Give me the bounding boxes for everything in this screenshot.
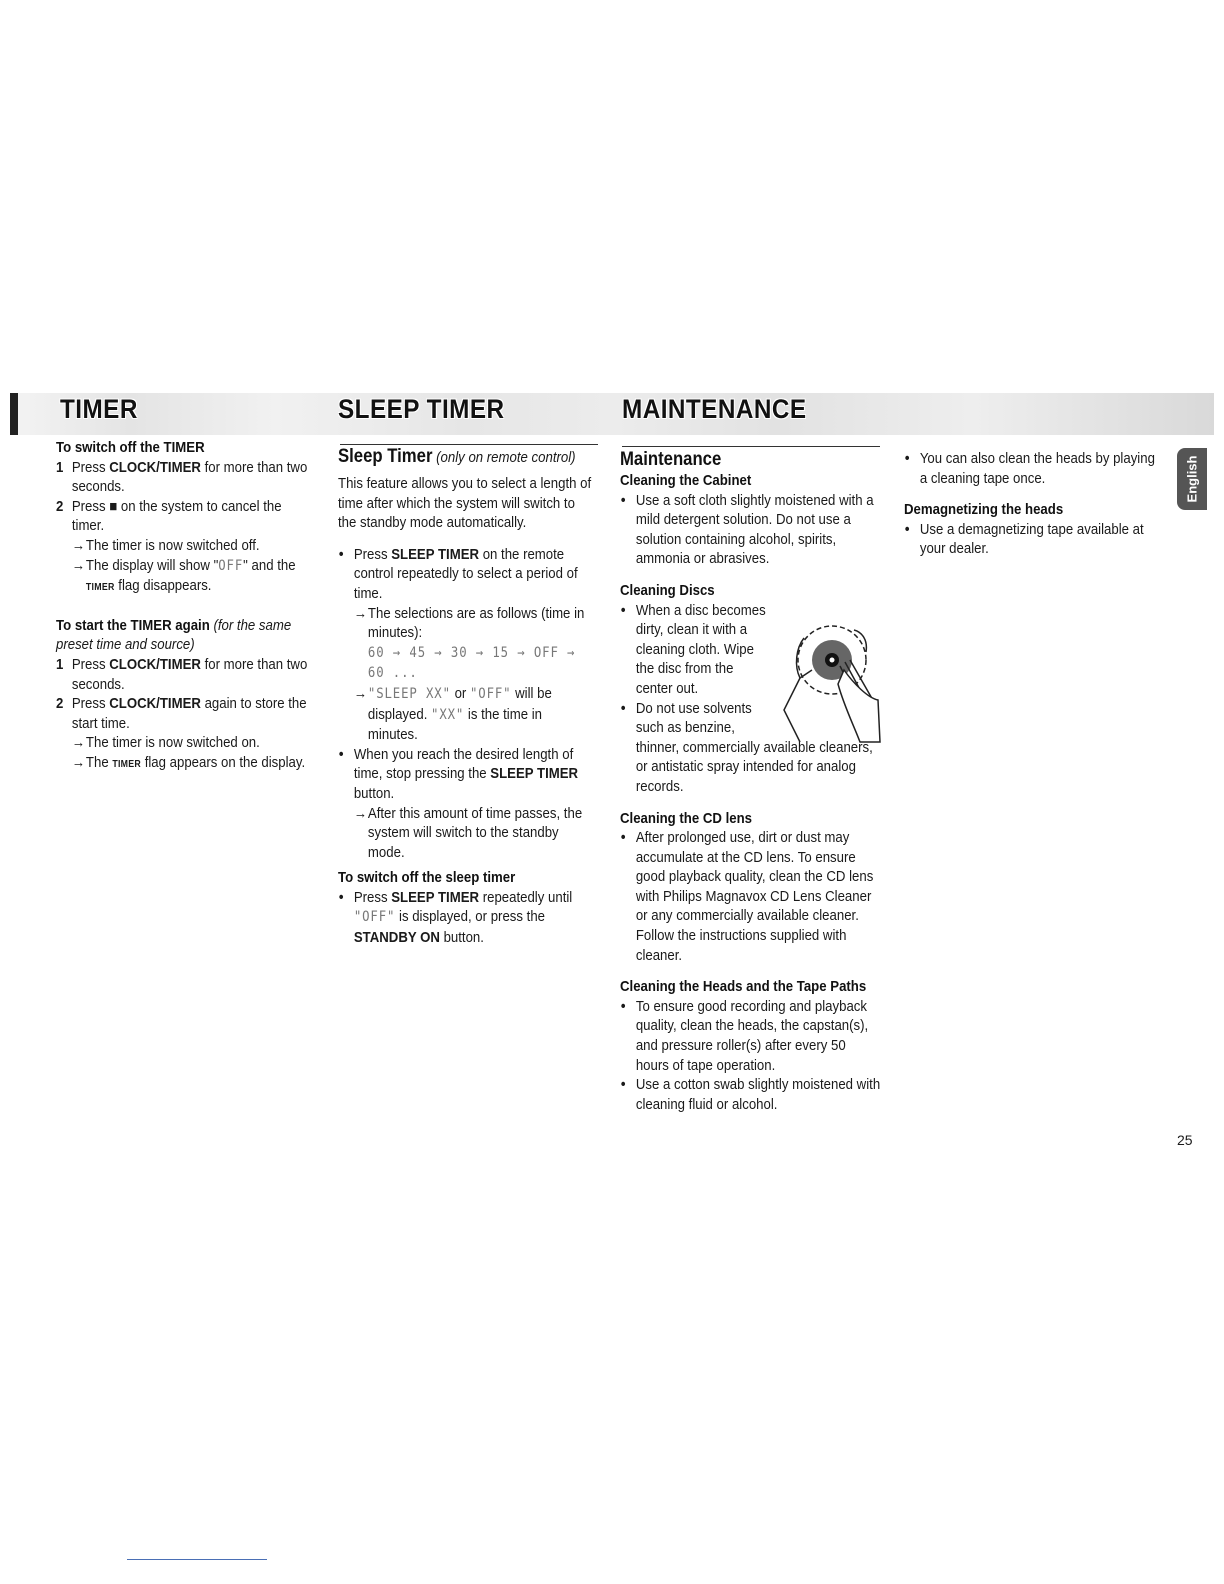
sleep-lcd-sequence: 60 → 45 → 30 → 15 → OFF → 60 ... xyxy=(367,644,576,682)
cabinet-heading: Cleaning the Cabinet xyxy=(620,472,752,489)
timer-start-result-2: → The TIMER flag appears on the display. xyxy=(56,753,316,775)
header-band-marker xyxy=(10,393,18,435)
timer-off-step-1: 1 Press CLOCK/TIMER for more than two seconds. xyxy=(56,458,308,496)
timer-off-result-1: → The timer is now switched off. xyxy=(56,536,316,556)
timer-off-result-2: → The display will show "OFF" and the TIMER flag disappears. xyxy=(56,556,316,598)
heads-bullet-1: • To ensure good recording and playback quality, clean the heads, the capstan(s), and pressure roller(s) after every 50 hours of tape operation. xyxy=(620,997,880,1075)
lens-bullet: • After prolonged use, dirt or dust may accumulate at the CD lens. To ensure good playback quality, clean the CD lens with Philips Magnavox CD Lens Cleaner or any commercially available cleaner. Follow the instructions supplied with cleaner. xyxy=(620,828,880,965)
maintenance-column-continued xyxy=(904,449,1159,559)
stop-icon: ■ xyxy=(109,497,118,515)
timer-start-heading: To start the TIMER again (for the same preset time and source) xyxy=(56,616,292,654)
page-number: 25 xyxy=(1177,1132,1193,1148)
sleep-off-bullet: • Press SLEEP TIMER repeatedly until "OFF" is displayed, or press the STANDBY ON button. xyxy=(338,888,593,948)
discs-bullet-1: • When a disc becomes dirty, clean it with a cleaning cloth. Wipe the disc from the center out. xyxy=(620,601,880,699)
timer-start-step-2: 2 Press CLOCK/TIMER again to store the start time. xyxy=(56,695,307,732)
sleep-off-heading: To switch off the sleep timer xyxy=(338,869,516,887)
bottom-divider xyxy=(127,1559,267,1560)
timer-off-step-2: 2 Press ■ on the system to cancel the timer. xyxy=(56,497,282,535)
cabinet-bullet: • Use a soft cloth slightly moistened with a mild detergent solution. Do not use a solution containing alcohol, spirits, ammonia or abrasives. xyxy=(620,491,880,569)
maintenance-column xyxy=(620,449,880,1114)
sleep-section-rule xyxy=(340,444,598,445)
discs-heading: Cleaning Discs xyxy=(620,581,715,599)
heads-heading: Cleaning the Heads and the Tape Paths xyxy=(620,978,867,996)
timer-start-step-1: 1 Press CLOCK/TIMER for more than two seconds. xyxy=(56,655,308,693)
sleep-result-standby: → After this amount of time passes, the system will switch to the standby mode. xyxy=(338,804,593,863)
sleep-timer-title: Sleep Timer (only on remote control) xyxy=(338,446,576,467)
sleep-result-selections: → The selections are as follows (time in minutes): xyxy=(338,604,593,643)
disc-cleaning-illustration xyxy=(782,618,882,744)
sleep-result-display: → "SLEEP XX" or "OFF" will be displayed. "XX" is the time in minutes. xyxy=(338,684,593,745)
section-header-band xyxy=(10,393,1214,435)
lens-heading: Cleaning the CD lens xyxy=(620,809,753,827)
sleep-bullet-1: • Press SLEEP TIMER on the remote control repeatedly to select a period of time. xyxy=(338,545,593,604)
sleep-bullet-2: • When you reach the desired length of time, stop pressing the SLEEP TIMER button. xyxy=(338,745,593,804)
sleep-timer-column xyxy=(338,446,593,948)
heads-bullet-3: • You can also clean the heads by playing a cleaning tape once. xyxy=(904,449,1159,488)
header-maintenance: MAINTENANCE xyxy=(622,394,807,424)
demag-bullet: • Use a demagnetizing tape available at your dealer. xyxy=(904,520,1159,559)
discs-bullet-2: • Do not use solvents such as benzine, thinner, commercially available cleaners, or antistatic spray intended for analog records. xyxy=(620,699,880,797)
timer-column xyxy=(56,438,316,775)
sleep-intro: This feature allows you to select a length of time after which the system will switch to the standby mode automatically. xyxy=(338,475,592,532)
timer-start-result-1: → The timer is now switched on. xyxy=(56,733,316,753)
maintenance-section-rule xyxy=(622,446,880,447)
demag-heading: Demagnetizing the heads xyxy=(904,501,1064,519)
header-timer: TIMER xyxy=(60,394,138,424)
header-sleep-timer: SLEEP TIMER xyxy=(338,394,505,424)
heads-bullet-2: • Use a cotton swab slightly moistened with cleaning fluid or alcohol. xyxy=(620,1075,880,1114)
timer-switch-off-heading: To switch off the TIMER xyxy=(56,439,205,456)
maintenance-title: Maintenance xyxy=(620,449,722,470)
language-tab: English xyxy=(1177,448,1207,510)
